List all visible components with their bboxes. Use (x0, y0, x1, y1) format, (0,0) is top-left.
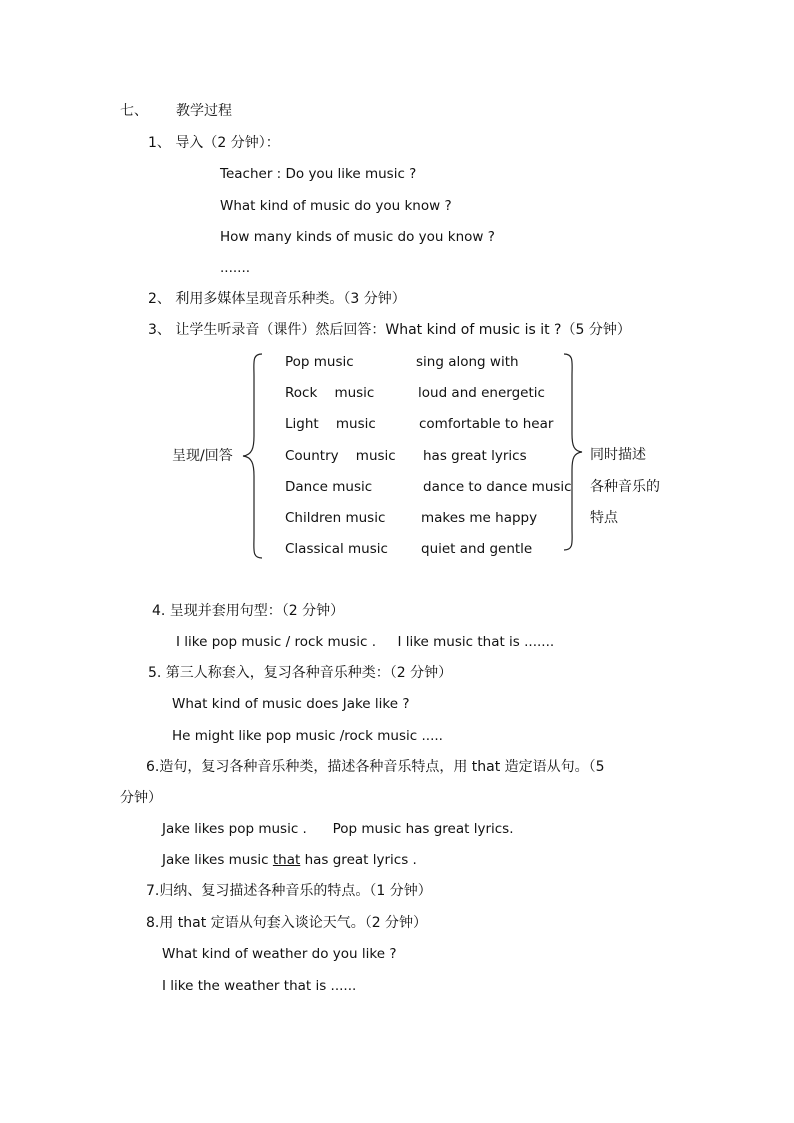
right-note-line: 同时描述 (590, 447, 646, 463)
music-description: makes me happy (421, 510, 538, 526)
music-type: Country music (285, 448, 396, 464)
present-answer-label: 呈现/回答 (172, 448, 233, 464)
step6-heading: 6.造句，复习各种音乐种类，描述各种音乐特点，用 that 造定语从句。（5 (146, 759, 605, 775)
step1-line: What kind of music do you know ? (220, 198, 452, 214)
section-number: 七、 (120, 103, 148, 119)
step4-line: I like pop music / rock music . I like music that is ....... (176, 634, 555, 650)
music-type: Classical music (285, 541, 388, 557)
step6-example-line (162, 851, 417, 869)
step5-line: He might like pop music /rock music ..... (172, 728, 443, 744)
step6-text: Jake likes music (162, 852, 273, 868)
music-description: comfortable to hear (419, 416, 554, 432)
music-type: Rock music (285, 385, 375, 401)
music-description: has great lyrics (423, 448, 527, 464)
step6-heading-continued: 分钟） (120, 790, 162, 806)
step1-line: Teacher : Do you like music ? (220, 166, 417, 182)
step5-heading: 5. 第三人称套入，复习各种音乐种类：（2 分钟） (148, 665, 453, 681)
music-type: Light music (285, 416, 376, 432)
section-title: 教学过程 (176, 103, 232, 119)
music-description: quiet and gentle (421, 541, 533, 557)
underlined-that: that (272, 852, 301, 868)
step4-heading: 4. 呈现并套用句型：（2 分钟） (152, 603, 345, 619)
music-description: loud and energetic (418, 385, 545, 401)
music-type: Pop music (285, 354, 354, 370)
step3-heading: 3、 让学生听录音（课件）然后回答：What kind of music is it ?（5 分钟） (148, 322, 631, 338)
step1-heading: 1、 导入（2 分钟）： (148, 135, 280, 151)
step6-example-line: Jake likes pop music . Pop music has great lyrics. (162, 821, 514, 837)
music-type: Children music (285, 510, 386, 526)
step8-heading: 8.用 that 定语从句套入谈论天气。（2 分钟） (146, 915, 428, 931)
music-description: sing along with (416, 354, 519, 370)
step7-heading: 7.归纳、复习描述各种音乐的特点。（1 分钟） (146, 883, 432, 899)
right-note-line: 各种音乐的 (590, 479, 660, 495)
step8-line: I like the weather that is ...... (162, 978, 357, 994)
right-note-line: 特点 (590, 510, 618, 526)
step1-line: How many kinds of music do you know ? (220, 229, 495, 245)
step8-line: What kind of weather do you like ? (162, 946, 397, 962)
left-brace (240, 352, 264, 560)
step5-line: What kind of music does Jake like ? (172, 696, 410, 712)
right-brace (562, 352, 586, 552)
music-description: dance to dance music (423, 479, 572, 495)
music-type: Dance music (285, 479, 373, 495)
step6-text: has great lyrics . (300, 852, 417, 868)
step2-heading: 2、 利用多媒体呈现音乐种类。（3 分钟） (148, 291, 406, 307)
step1-line: ....... (220, 260, 251, 276)
